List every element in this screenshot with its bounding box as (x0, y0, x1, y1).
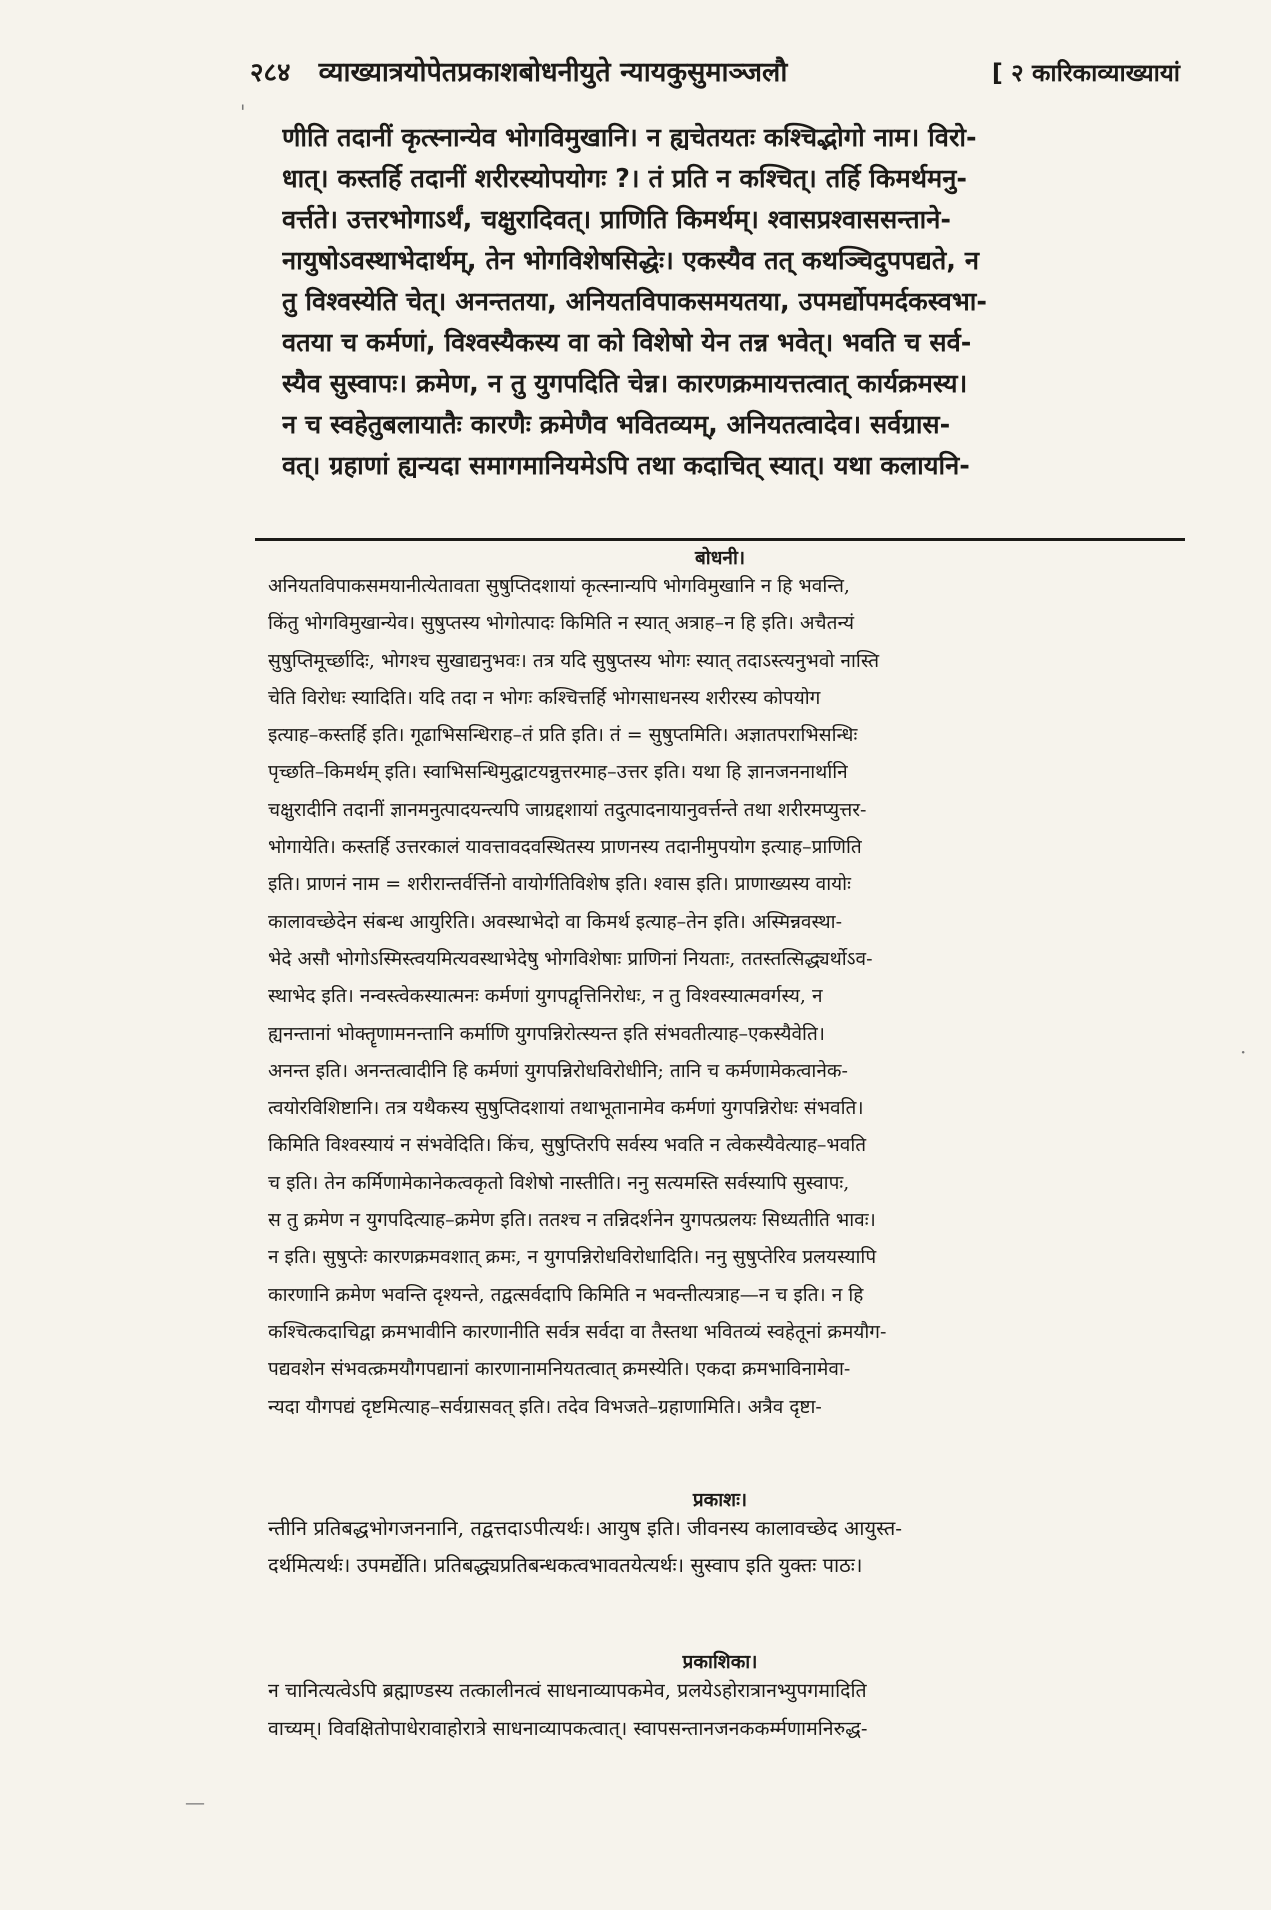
divider-rule (255, 538, 1185, 541)
page-header (250, 52, 1180, 102)
bodhini-line: किंतु भोगविमुखान्येव। सुषुप्तस्य भोगोत्पादः किमिति न स्यात् अत्राह–न हि इति। अचैतन्यं (268, 612, 855, 635)
prakashika-line: न चानित्यत्वेऽपि ब्रह्माण्डस्य तत्कालीनत्वं साधनाव्यापकमेव, प्रलयेऽहोरात्रानभ्युपगमादिति (268, 1679, 867, 1702)
bodhini-line: त्वयोरविशिष्टानि। तत्र यथैकस्य सुषुप्तिदशायां तथाभूतानामेव कर्मणां युगपन्निरोधः संभवति। (268, 1097, 864, 1120)
prakashika-heading: प्रकाशिका। (682, 1651, 758, 1673)
prakasha-line: दर्थमित्यर्थः। उपमर्द्येति। प्रतिबद्ध्यप्रतिबन्धकत्वभावतयेत्यर्थः। सुस्वाप इति युक्तः पाठः। (268, 1553, 863, 1577)
prakasha-line: न्तीनि प्रतिबद्धभोगजननानि, तद्वत्तदाऽपीत्यर्थः। आयुष इति। जीवनस्य कालावच्छेद आयुस्त- (268, 1516, 903, 1540)
bodhini-commentary (268, 568, 1183, 1426)
mula-line: वर्त्तते। उत्तरभोगाऽर्थं, चक्षुरादिवत्। प्राणिति किमर्थम्। श्वासप्रश्वाससन्ताने- (282, 205, 951, 235)
bodhini-line: चक्षुरादीनि तदानीं ज्ञानमनुत्पादयन्त्यपि जाग्रद्दशायां तदुत्पादनायानुवर्त्तन्ते तथा शरीरमप्युत्तर- (268, 798, 867, 821)
bodhini-line: न्यदा यौगपद्यं दृष्टमित्याह–सर्वग्रासवत् इति। तदेव विभजते–ग्रहाणामिति। अत्रैव दृष्टा- (268, 1395, 822, 1418)
bodhini-line: पृच्छति–किमर्थम् इति। स्वाभिसन्धिमुद्घाटयन्नुत्तरमाह–उत्तर इति। यथा हि ज्ञानजननार्थानि (268, 761, 848, 784)
bodhini-line: सुषुप्तिमूर्च्छादिः, भोगश्च सुखाद्यनुभवः। तत्र यदि सुषुप्तस्य भोगः स्यात् तदाऽस्त्यनुभवो नास्ति (268, 649, 880, 672)
bodhini-line: इत्याह–कस्तर्हि इति। गूढाभिसन्धिराह–तं प्रति इति। तं = सुषुप्तमिति। अज्ञातपराभिसन्धिः (268, 724, 858, 747)
bodhini-line: इति। प्राणनं नाम = शरीरान्तर्वर्त्तिनो वायोर्गतिविशेष इति। श्वास इति। प्राणाख्यस्य वायोः (268, 873, 851, 896)
bodhini-heading: बोधनी। (694, 547, 746, 569)
running-title: व्याख्यात्रयोपेतप्रकाशबोधनीयुते न्यायकुसुमाञ्जलौ (318, 57, 788, 88)
bodhini-line: अनन्त इति। अनन्तत्वादीनि हि कर्मणां युगपन्निरोधविरोधीनि; तानि च कर्मणामेकत्वानेक- (268, 1059, 848, 1082)
bodhini-line: ह्यनन्तानां भोक्तॄणामनन्तानि कर्माणि युगपन्निरोत्स्यन्त इति संभवतीत्याह–एकस्यैवेति। (268, 1022, 826, 1045)
mula-line: स्यैव सुस्वापः। क्रमेण, न तु युगपदिति चेन्न। कारणक्रमायत्तत्वात् कार्यक्रमस्य। (282, 369, 968, 399)
bodhini-line: कालावच्छेदेन संबन्ध आयुरिति। अवस्थाभेदो वा किमर्थ इत्याह–तेन इति। अस्मिन्नवस्था- (268, 910, 842, 933)
bodhini-line: भेदे असौ भोगोऽस्मिस्त्वयमित्यवस्थाभेदेषु भोगविशेषाः प्राणिनां नियताः, ततस्तत्सिद्ध्यर्थोऽव- (268, 947, 873, 970)
page-number: २८४ (250, 58, 291, 88)
bodhini-line: भोगायेति। कस्तर्हि उत्तरकालं यावत्तावदवस्थितस्य प्राणनस्य तदानीमुपयोग इत्याह–प्राणिति (268, 836, 862, 859)
mula-text (282, 118, 1182, 487)
mula-line: णीति तदानीं कृत्स्नान्येव भोगविमुखानि। न ह्यचेतयतः कश्चिद्भोगो नाम। विरो- (282, 123, 977, 153)
bodhini-line: अनियतविपाकसमयानीत्येतावता सुषुप्तिदशायां कृत्स्नान्यपि भोगविमुखानि न हि भवन्ति, (268, 575, 850, 597)
prakasha-commentary (268, 1510, 1183, 1584)
section-title: [ २ कारिकाव्याख्यायां (991, 59, 1180, 87)
bodhini-line: न इति। सुषुप्तेः कारणक्रमवशात् क्रमः, न युगपन्निरोधविरोधादिति। ननु सुषुप्तेरिव प्रलयस्यापि (268, 1246, 877, 1269)
bodhini-line: कश्चित्कदाचिद्वा क्रमभावीनि कारणानीति सर्वत्र सर्वदा वा तैस्तथा भवितव्यं स्वहेतूनां क्रमयौग- (268, 1320, 887, 1343)
mula-line: न च स्वहेतुबलायातैः कारणैः क्रमेणैव भवितव्यम्, अनियतत्वादेव। सर्वग्रास- (282, 410, 951, 440)
margin-mark: ' (240, 100, 246, 124)
margin-mark: · (1240, 1040, 1247, 1064)
prakasha-heading: प्रकाशः। (692, 1489, 748, 1511)
mula-line: वतया च कर्मणां, विश्वस्यैकस्य वा को विशेषो येन तन्न भवेत्। भवति च सर्व- (282, 328, 972, 358)
bodhini-line: स तु क्रमेण न युगपदित्याह–क्रमेण इति। ततश्च न तन्निदर्शनेन युगपत्प्रलयः सिध्यतीति भावः। (268, 1209, 876, 1232)
prakashika-line: वाच्यम्। विवक्षितोपाधेरावाहोरात्रे साधनाव्यापकत्वात्। स्वापसन्तानजनककर्म्मणामनिरुद्ध- (268, 1717, 868, 1740)
bodhini-line: स्थाभेद इति। नन्वस्त्वेकस्यात्मनः कर्मणां युगपद्वृत्तिनिरोधः, न तु विश्वस्यात्मवर्गस्य, न (268, 985, 823, 1008)
prakashika-commentary (268, 1672, 1183, 1748)
mula-line: धात्। कस्तर्हि तदानीं शरीरस्योपयोगः ?। तं प्रति न कश्चित्। तर्हि किमर्थमनु- (282, 164, 967, 194)
bodhini-line: पद्यवशेन संभवत्क्रमयौगपद्यानां कारणानामनियतत्वात् क्रमस्येति। एकदा क्रमभाविनामेवा- (268, 1358, 851, 1381)
bodhini-line: कारणानि क्रमेण भवन्ति दृश्यन्ते, तद्वत्सर्वदापि किमिति न भवन्तीत्यत्राह—न च इति। न हि (268, 1283, 864, 1306)
margin-mark: — (185, 1790, 205, 1814)
mula-line: वत्। ग्रहाणां ह्यन्यदा समागमानियमेऽपि तथा कदाचित् स्यात्। यथा कलायनि- (282, 451, 970, 481)
bodhini-line: चेति विरोधः स्यादिति। यदि तदा न भोगः कश्चित्तर्हि भोगसाधनस्य शरीरस्य कोपयोग (268, 686, 821, 709)
mula-line: नायुषोऽवस्थाभेदार्थम्, तेन भोगविशेषसिद्धेः। एकस्यैव तत् कथञ्चिदुपपद्यते, न (282, 246, 980, 276)
bodhini-line: च इति। तेन कर्मिणामेकानेकत्वकृतो विशेषो नास्तीति। ननु सत्यमस्ति सर्वस्यापि सुस्वापः, (268, 1171, 850, 1194)
mula-line: तु विश्वस्येति चेत्। अनन्ततया, अनियतविपाकसमयतया, उपमर्द्योपमर्दकस्वभा- (282, 287, 987, 317)
bodhini-line: किमिति विश्वस्यायं न संभवेदिति। किंच, सुषुप्तिरपि सर्वस्य भवति न त्वेकस्यैवेत्याह–भवति (268, 1134, 867, 1157)
